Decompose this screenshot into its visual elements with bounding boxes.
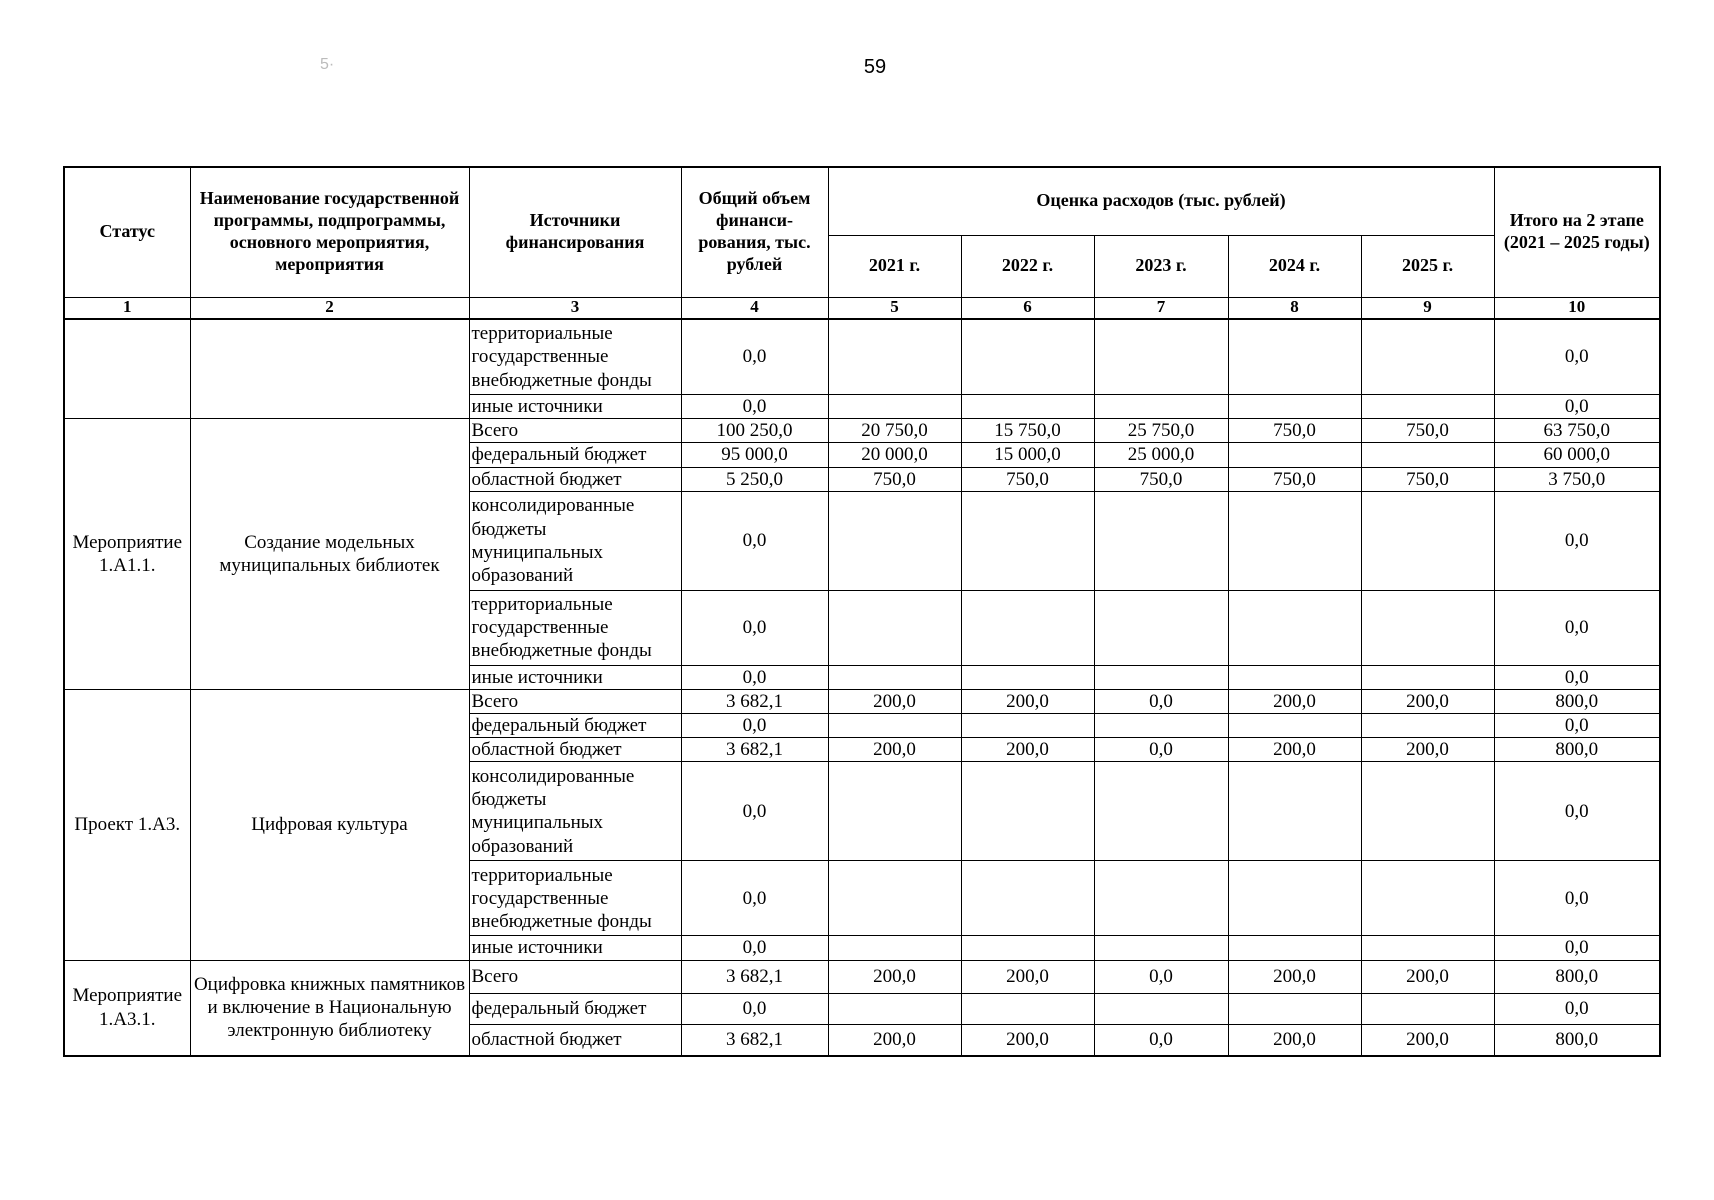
year-cell: 750,0 [961, 467, 1094, 491]
year-cell [1361, 665, 1494, 689]
year-cell: 750,0 [1094, 467, 1228, 491]
status-cell [64, 319, 190, 419]
year-cell: 200,0 [828, 1024, 961, 1056]
year-cell [961, 395, 1094, 419]
year-cell [961, 762, 1094, 861]
source-cell: областной бюджет [469, 467, 681, 491]
year-cell [828, 665, 961, 689]
name-cell [190, 319, 469, 419]
year-cell [1361, 762, 1494, 861]
year-cell: 750,0 [828, 467, 961, 491]
header-status: Статус [64, 167, 190, 297]
year-cell [1094, 319, 1228, 395]
year-cell: 25 000,0 [1094, 443, 1228, 467]
year-cell: 750,0 [1228, 467, 1361, 491]
header-name: Наименование государственной программы, подпрограммы, основного мероприятия, мероприятия [190, 167, 469, 297]
year-cell [961, 861, 1094, 936]
year-cell [961, 665, 1094, 689]
name-cell: Оцифровка книжных памятников и включение в Национальную электронную библиотеку [190, 960, 469, 1056]
header-year: 2023 г. [1094, 235, 1228, 297]
name-cell: Цифровая культура [190, 689, 469, 960]
total-cell: 3 682,1 [681, 1024, 828, 1056]
year-cell [1228, 491, 1361, 590]
total-cell: 0,0 [681, 936, 828, 960]
year-cell [1228, 993, 1361, 1024]
year-cell [1361, 395, 1494, 419]
source-cell: иные источники [469, 395, 681, 419]
year-cell: 200,0 [1361, 738, 1494, 762]
year-cell: 200,0 [961, 738, 1094, 762]
year-cell [1361, 714, 1494, 738]
year-cell: 750,0 [1361, 467, 1494, 491]
year-cell: 0,0 [1094, 738, 1228, 762]
year-cell [828, 936, 961, 960]
year-cell [1361, 590, 1494, 665]
total-cell: 0,0 [681, 491, 828, 590]
column-number: 10 [1494, 297, 1660, 319]
source-cell: территориальные государственные внебюджетные фонды [469, 590, 681, 665]
column-number: 1 [64, 297, 190, 319]
status-cell: Проект 1.А3. [64, 689, 190, 960]
year-cell [1228, 861, 1361, 936]
table-body [64, 319, 1660, 1056]
year-cell: 200,0 [1228, 1024, 1361, 1056]
column-number: 2 [190, 297, 469, 319]
status-cell: Мероприятие 1.А1.1. [64, 419, 190, 690]
year-cell [1094, 665, 1228, 689]
year-cell [961, 319, 1094, 395]
year-cell [1228, 395, 1361, 419]
year-cell: 200,0 [828, 960, 961, 993]
status-cell: Мероприятие 1.А3.1. [64, 960, 190, 1056]
stage-total-cell: 800,0 [1494, 1024, 1660, 1056]
source-cell: Всего [469, 419, 681, 443]
year-cell [1361, 319, 1494, 395]
year-cell [828, 395, 961, 419]
year-cell: 200,0 [1361, 960, 1494, 993]
year-cell [961, 993, 1094, 1024]
source-cell: Всего [469, 689, 681, 713]
year-cell [828, 590, 961, 665]
total-cell: 100 250,0 [681, 419, 828, 443]
header-year: 2025 г. [1361, 235, 1494, 297]
stage-total-cell: 0,0 [1494, 762, 1660, 861]
stage-total-cell: 0,0 [1494, 714, 1660, 738]
year-cell [1094, 395, 1228, 419]
year-cell [1361, 936, 1494, 960]
column-number: 9 [1361, 297, 1494, 319]
stage-total-cell: 0,0 [1494, 590, 1660, 665]
year-cell [961, 590, 1094, 665]
year-cell [1094, 491, 1228, 590]
year-cell [1361, 491, 1494, 590]
source-cell: федеральный бюджет [469, 993, 681, 1024]
total-cell: 0,0 [681, 665, 828, 689]
stage-total-cell: 0,0 [1494, 491, 1660, 590]
total-cell: 0,0 [681, 714, 828, 738]
column-number: 3 [469, 297, 681, 319]
year-cell [961, 714, 1094, 738]
year-cell [1094, 936, 1228, 960]
total-cell: 0,0 [681, 861, 828, 936]
year-cell [1228, 665, 1361, 689]
year-cell: 0,0 [1094, 1024, 1228, 1056]
year-cell [828, 762, 961, 861]
total-cell: 3 682,1 [681, 689, 828, 713]
table-row [64, 960, 1660, 993]
source-cell: территориальные государственные внебюджетные фонды [469, 319, 681, 395]
stage-total-cell: 3 750,0 [1494, 467, 1660, 491]
stage-total-cell: 60 000,0 [1494, 443, 1660, 467]
year-cell [828, 993, 961, 1024]
faded-stamp-mark: 5· [320, 56, 335, 73]
total-cell: 0,0 [681, 319, 828, 395]
header-year: 2022 г. [961, 235, 1094, 297]
source-cell: федеральный бюджет [469, 714, 681, 738]
year-cell: 200,0 [1228, 738, 1361, 762]
year-cell [1228, 936, 1361, 960]
year-cell: 0,0 [1094, 689, 1228, 713]
year-cell [1094, 590, 1228, 665]
total-cell: 3 682,1 [681, 960, 828, 993]
year-cell [1094, 993, 1228, 1024]
total-cell: 95 000,0 [681, 443, 828, 467]
total-cell: 0,0 [681, 590, 828, 665]
header-year: 2021 г. [828, 235, 961, 297]
year-cell [961, 936, 1094, 960]
stage-total-cell: 63 750,0 [1494, 419, 1660, 443]
year-cell [828, 491, 961, 590]
total-cell: 0,0 [681, 762, 828, 861]
year-cell: 200,0 [961, 689, 1094, 713]
year-cell [1094, 714, 1228, 738]
column-number: 5 [828, 297, 961, 319]
year-cell: 200,0 [1361, 689, 1494, 713]
year-cell: 750,0 [1361, 419, 1494, 443]
column-number: 4 [681, 297, 828, 319]
source-cell: федеральный бюджет [469, 443, 681, 467]
total-cell: 5 250,0 [681, 467, 828, 491]
name-cell: Создание модельных муниципальных библиотек [190, 419, 469, 690]
stage-total-cell: 800,0 [1494, 738, 1660, 762]
page-number: 59 [863, 56, 887, 78]
source-cell: иные источники [469, 936, 681, 960]
year-cell: 20 750,0 [828, 419, 961, 443]
stage-total-cell: 0,0 [1494, 861, 1660, 936]
year-cell: 15 750,0 [961, 419, 1094, 443]
source-cell: территориальные государственные внебюджетные фонды [469, 861, 681, 936]
year-cell: 15 000,0 [961, 443, 1094, 467]
year-cell [1361, 993, 1494, 1024]
total-cell: 0,0 [681, 993, 828, 1024]
year-cell: 200,0 [1228, 689, 1361, 713]
source-cell: консолидированные бюджеты муниципальных образований [469, 491, 681, 590]
year-cell [1228, 443, 1361, 467]
year-cell: 0,0 [1094, 960, 1228, 993]
year-cell [1228, 762, 1361, 861]
header-total-volume: Общий объем финанси-рования, тыс. рублей [681, 167, 828, 297]
year-cell [828, 714, 961, 738]
budget-table [63, 166, 1661, 1057]
year-cell [828, 319, 961, 395]
year-cell: 200,0 [961, 1024, 1094, 1056]
year-cell [1228, 714, 1361, 738]
year-cell: 200,0 [961, 960, 1094, 993]
year-cell [1361, 443, 1494, 467]
column-number: 6 [961, 297, 1094, 319]
stage-total-cell: 0,0 [1494, 665, 1660, 689]
stage-total-cell: 0,0 [1494, 395, 1660, 419]
total-cell: 0,0 [681, 395, 828, 419]
header-sources: Источники финансирования [469, 167, 681, 297]
year-cell [828, 861, 961, 936]
source-cell: Всего [469, 960, 681, 993]
header-estimate: Оценка расходов (тыс. рублей) [828, 167, 1494, 235]
year-cell: 750,0 [1228, 419, 1361, 443]
year-cell [1094, 861, 1228, 936]
year-cell: 200,0 [828, 689, 961, 713]
stage-total-cell: 0,0 [1494, 319, 1660, 395]
year-cell [961, 491, 1094, 590]
year-cell: 20 000,0 [828, 443, 961, 467]
stage-total-cell: 0,0 [1494, 993, 1660, 1024]
column-number: 7 [1094, 297, 1228, 319]
table-row [64, 419, 1660, 443]
year-cell: 200,0 [828, 738, 961, 762]
year-cell: 200,0 [1228, 960, 1361, 993]
total-cell: 3 682,1 [681, 738, 828, 762]
source-cell: иные источники [469, 665, 681, 689]
stage-total-cell: 800,0 [1494, 960, 1660, 993]
year-cell: 25 750,0 [1094, 419, 1228, 443]
year-cell [1228, 590, 1361, 665]
year-cell: 200,0 [1361, 1024, 1494, 1056]
source-cell: консолидированные бюджеты муниципальных образований [469, 762, 681, 861]
header-year: 2024 г. [1228, 235, 1361, 297]
year-cell [1094, 762, 1228, 861]
stage-total-cell: 800,0 [1494, 689, 1660, 713]
table-row [64, 689, 1660, 713]
header-stage-total: Итого на 2 этапе (2021 – 2025 годы) [1494, 167, 1660, 297]
year-cell [1228, 319, 1361, 395]
source-cell: областной бюджет [469, 1024, 681, 1056]
year-cell [1361, 861, 1494, 936]
stage-total-cell: 0,0 [1494, 936, 1660, 960]
table-row [64, 319, 1660, 395]
column-number: 8 [1228, 297, 1361, 319]
source-cell: областной бюджет [469, 738, 681, 762]
